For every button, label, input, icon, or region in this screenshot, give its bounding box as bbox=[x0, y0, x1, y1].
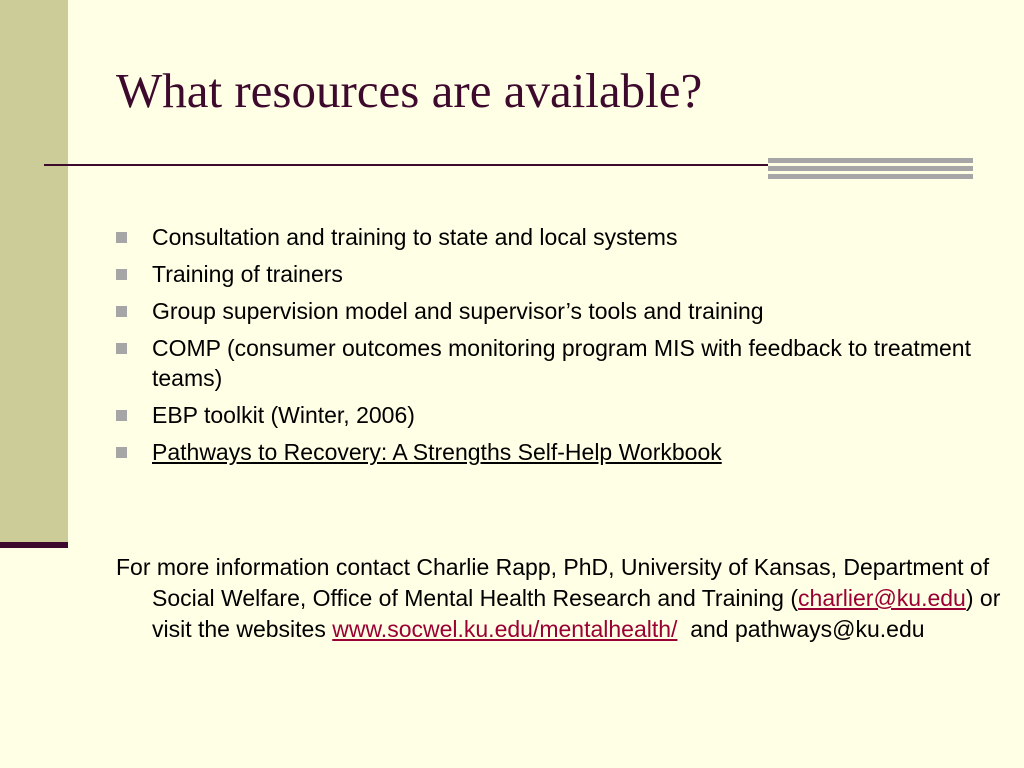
square-bullet-icon bbox=[116, 447, 127, 458]
bullet-text: COMP (consumer outcomes monitoring program MIS with feedback to treatment teams) bbox=[152, 335, 971, 391]
bullet-item bbox=[116, 437, 976, 467]
contact-intro-text: For more information contact Charlie Rapp, PhD, University of Kansas, Department of Social Welfare, Office of Mental Health Research and Training ( bbox=[116, 554, 990, 611]
title-divider bbox=[44, 164, 768, 166]
contact-end-text: and pathways@ku.edu bbox=[677, 616, 925, 642]
square-bullet-icon bbox=[116, 343, 127, 354]
title-divider-stripes bbox=[768, 158, 973, 179]
bullet-item bbox=[116, 400, 976, 430]
bullet-item bbox=[116, 333, 976, 393]
bullet-text: Group supervision model and supervisor’s tools and training bbox=[152, 298, 764, 324]
left-bar-accent bbox=[0, 542, 68, 548]
left-side-bar bbox=[0, 0, 68, 542]
contact-paragraph bbox=[116, 552, 1012, 645]
contact-middle-text: ) or visit the websites bbox=[152, 585, 1001, 642]
square-bullet-icon bbox=[116, 269, 127, 280]
pathways-workbook-link[interactable]: Pathways to Recovery: A Strengths Self-Help Workbook bbox=[152, 439, 722, 465]
bullet-text: Training of trainers bbox=[152, 261, 343, 287]
square-bullet-icon bbox=[116, 410, 127, 421]
square-bullet-icon bbox=[116, 232, 127, 243]
bullet-item bbox=[116, 259, 976, 289]
bullet-text: EBP toolkit (Winter, 2006) bbox=[152, 402, 415, 428]
bullet-list bbox=[116, 222, 976, 474]
bullet-text: Consultation and training to state and local systems bbox=[152, 224, 678, 250]
slide-title: What resources are available? bbox=[116, 63, 703, 118]
bullet-item bbox=[116, 296, 976, 326]
email-link[interactable]: charlier@ku.edu bbox=[798, 585, 966, 611]
bullet-item bbox=[116, 222, 976, 252]
square-bullet-icon bbox=[116, 306, 127, 317]
website-link[interactable]: www.socwel.ku.edu/mentalhealth/ bbox=[332, 616, 678, 642]
